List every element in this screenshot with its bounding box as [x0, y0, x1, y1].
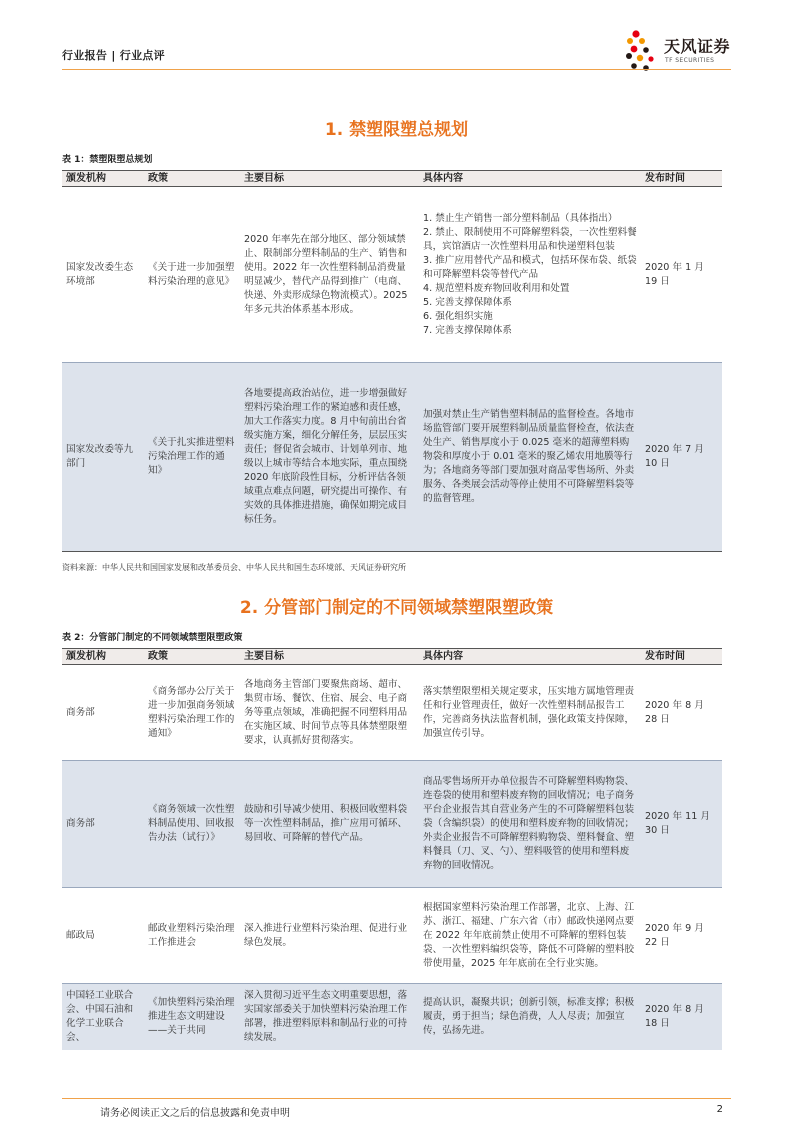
report-type-breadcrumb: 行业报告 | 行业点评 — [62, 49, 165, 62]
table-1 — [62, 170, 722, 552]
date-cell: 2020 年 8 月 28 日 — [645, 699, 704, 725]
header-divider — [62, 69, 731, 70]
table-header-row — [62, 171, 722, 187]
date-cell: 2020 年 11 月 30 日 — [641, 761, 722, 888]
page-number: 2 — [716, 1104, 723, 1115]
policy-cell: 《关于扎实推进塑料污染治理工作的通知》 — [144, 363, 240, 552]
col-header-policy: 政策 — [144, 649, 240, 665]
table-1-source: 资料来源：中华人民共和国国家发展和改革委员会、中华人民共和国生态环境部、天风证券研究所 — [62, 563, 406, 572]
goal-cell: 深入推进行业塑料污染治理、促进行业绿色发展。 — [244, 922, 408, 948]
content-cell: 根据国家塑料污染治理工作部署，北京、上海、江苏、浙江、福建、广东六省（市）邮政快递网点要在 2022 年年底前禁止使用不可降解的塑料包装袋、一次性塑料编织袋等，降低不可降解的塑料胶带使用量，2025 年年底前在全行业实施。 — [423, 901, 635, 969]
col-header-policy: 政策 — [144, 171, 240, 187]
content-cell: 落实禁塑限塑相关规定要求，压实地方属地管理责任和行业管理责任，做好一次性塑料制品报告工作，完善商务执法监督机制，强化政策支持保障，加强宣传引导。 — [423, 685, 635, 739]
table-row — [62, 363, 722, 552]
agency-cell: 商务部 — [62, 761, 144, 888]
date-cell: 2020 年 8 月 18 日 — [641, 984, 722, 1050]
footer-divider — [62, 1098, 731, 1099]
footer-disclaimer: 请务必阅读正文之后的信息披露和免责申明 — [100, 1108, 290, 1119]
agency-cell: 国家发改委生态环境部 — [66, 261, 134, 287]
col-header-date: 发布时间 — [641, 649, 722, 665]
logo-text-cn: 天风证券 — [664, 37, 731, 56]
goal-cell: 各地要提高政治站位，进一步增强做好塑料污染治理工作的紧迫感和责任感，加大工作落实力度。8 月中旬前出台省级实施方案，细化分解任务，层层压实责任；督促省会城市、计划单列市、地级以上城市等结合本地实际，重点围绕 2020 年底阶段性目标，分析评估各领域重点难点问题，研究提出可操作、有实效的具体推进措施，确保如期完成目标任务。 — [240, 363, 419, 552]
col-header-agency: 颁发机构 — [62, 171, 144, 187]
section-2-title: 2. 分管部门制定的不同领域禁塑限塑政策 — [239, 598, 554, 618]
content-cell: 提高认识，凝聚共识；创新引领，标准支撑；积极履责，勇于担当；绿色消费，人人尽责；加强宣传，弘扬先进。 — [419, 984, 641, 1050]
logo-text-en: TF SECURITIES — [665, 57, 715, 64]
content-line: 6. 强化组织实施 — [423, 310, 493, 322]
col-header-content: 具体内容 — [419, 649, 641, 665]
col-header-content: 具体内容 — [419, 171, 641, 187]
agency-cell: 中国轻工业联合会、中国石油和化学工业联合会、 — [62, 984, 144, 1050]
table-row — [62, 984, 722, 1050]
table-row — [62, 888, 722, 984]
col-header-agency: 颁发机构 — [62, 649, 144, 665]
content-line: 7. 完善支撑保障体系 — [423, 324, 512, 336]
table-2 — [62, 648, 722, 1050]
date-cell: 2020 年 1 月 19 日 — [645, 261, 704, 287]
goal-cell: 鼓励和引导减少使用、积极回收塑料袋等一次性塑料制品，推广应用可循环、易回收、可降解的替代产品。 — [240, 761, 419, 888]
col-header-goal: 主要目标 — [240, 649, 419, 665]
policy-cell: 邮政业塑料污染治理工作推进会 — [148, 922, 235, 948]
agency-cell: 国家发改委等九部门 — [62, 363, 144, 552]
table-2-caption: 表 2：分管部门制定的不同领域禁塑限塑政策 — [62, 633, 243, 643]
goal-cell: 深入贯彻习近平生态文明重要思想，落实国家部委关于加快塑料污染治理工作部署，推进塑料原料和制品行业的可持续发展。 — [240, 984, 419, 1050]
goal-cell: 各地商务主管部门要聚焦商场、超市、集贸市场、餐饮、住宿、展会、电子商务等重点领域，准确把握不同塑料用品在实施区域、时间节点等具体禁塑限塑要求，认真抓好贯彻落实。 — [244, 678, 408, 746]
policy-cell: 《商务领域一次性塑料制品使用、回收报告办法（试行）》 — [144, 761, 240, 888]
section-1-title: 1. 禁塑限塑总规划 — [324, 120, 469, 140]
col-header-goal: 主要目标 — [240, 171, 419, 187]
content-cell — [419, 187, 641, 363]
table-1-caption: 表 1：禁塑限塑总规划 — [62, 155, 153, 165]
policy-cell: 《加快塑料污染治理 推进生态文明建设——关于共同 — [144, 984, 240, 1050]
logo-mark-icon — [624, 28, 662, 74]
goal-cell: 2020 年率先在部分地区、部分领域禁止、限制部分塑料制品的生产、销售和使用。2022 年一次性塑料制品消费量明显减少，替代产品得到推广（电商、快递、外卖形成绿色物流模式）。2025 年多元共治体系基本形成。 — [244, 233, 408, 315]
content-line: 4. 规范塑料废弃物回收利用和处置 — [423, 282, 570, 294]
company-logo — [624, 28, 736, 74]
table-header-row — [62, 649, 722, 665]
policy-cell: 《关于进一步加强塑料污染治理的意见》 — [148, 261, 235, 287]
agency-cell: 商务部 — [66, 706, 95, 718]
table-row — [62, 761, 722, 888]
col-header-date: 发布时间 — [641, 171, 722, 187]
content-line: 2. 禁止、限制使用不可降解塑料袋，一次性塑料餐具，宾馆酒店一次性塑料用品和快递塑料包装 — [423, 226, 637, 252]
content-line: 1. 禁止生产销售一部分塑料制品（具体指出） — [423, 212, 618, 224]
date-cell: 2020 年 7 月 10 日 — [641, 363, 722, 552]
table-row — [62, 187, 722, 363]
content-line: 3. 推广应用替代产品和模式，包括环保布袋、纸袋和可降解塑料袋等替代产品 — [423, 254, 637, 280]
content-line: 5. 完善支撑保障体系 — [423, 296, 512, 308]
agency-cell: 邮政局 — [66, 929, 95, 941]
content-cell: 商品零售场所开办单位报告不可降解塑料购物袋、连卷袋的使用和塑料废弃物的回收情况；电子商务平台企业报告其自营业务产生的不可降解塑料包装袋（含编织袋）的使用和塑料废弃物的回收情况；外卖企业报告不可降解塑料购物袋、塑料餐盒、塑料餐具（刀、叉、勺）、塑料吸管的使用和塑料废弃物的回收情况。 — [419, 761, 641, 888]
policy-cell: 《商务部办公厅关于进一步加强商务领域塑料污染治理工作的通知》 — [148, 685, 235, 739]
table-row — [62, 665, 722, 761]
date-cell: 2020 年 9 月 22 日 — [645, 922, 704, 948]
content-cell: 加强对禁止生产销售塑料制品的监督检查。各地市场监管部门要开展塑料制品质量监督检查，依法查处生产、销售厚度小于 0.025 毫米的超薄塑料购物袋和厚度小于 0.01 毫米的聚乙烯农用地膜等行为；各地商务等部门要加强对商品零售场所、外卖服务、各类展会活动等停止使用不可降解塑料袋等的监督管理。 — [419, 363, 641, 552]
